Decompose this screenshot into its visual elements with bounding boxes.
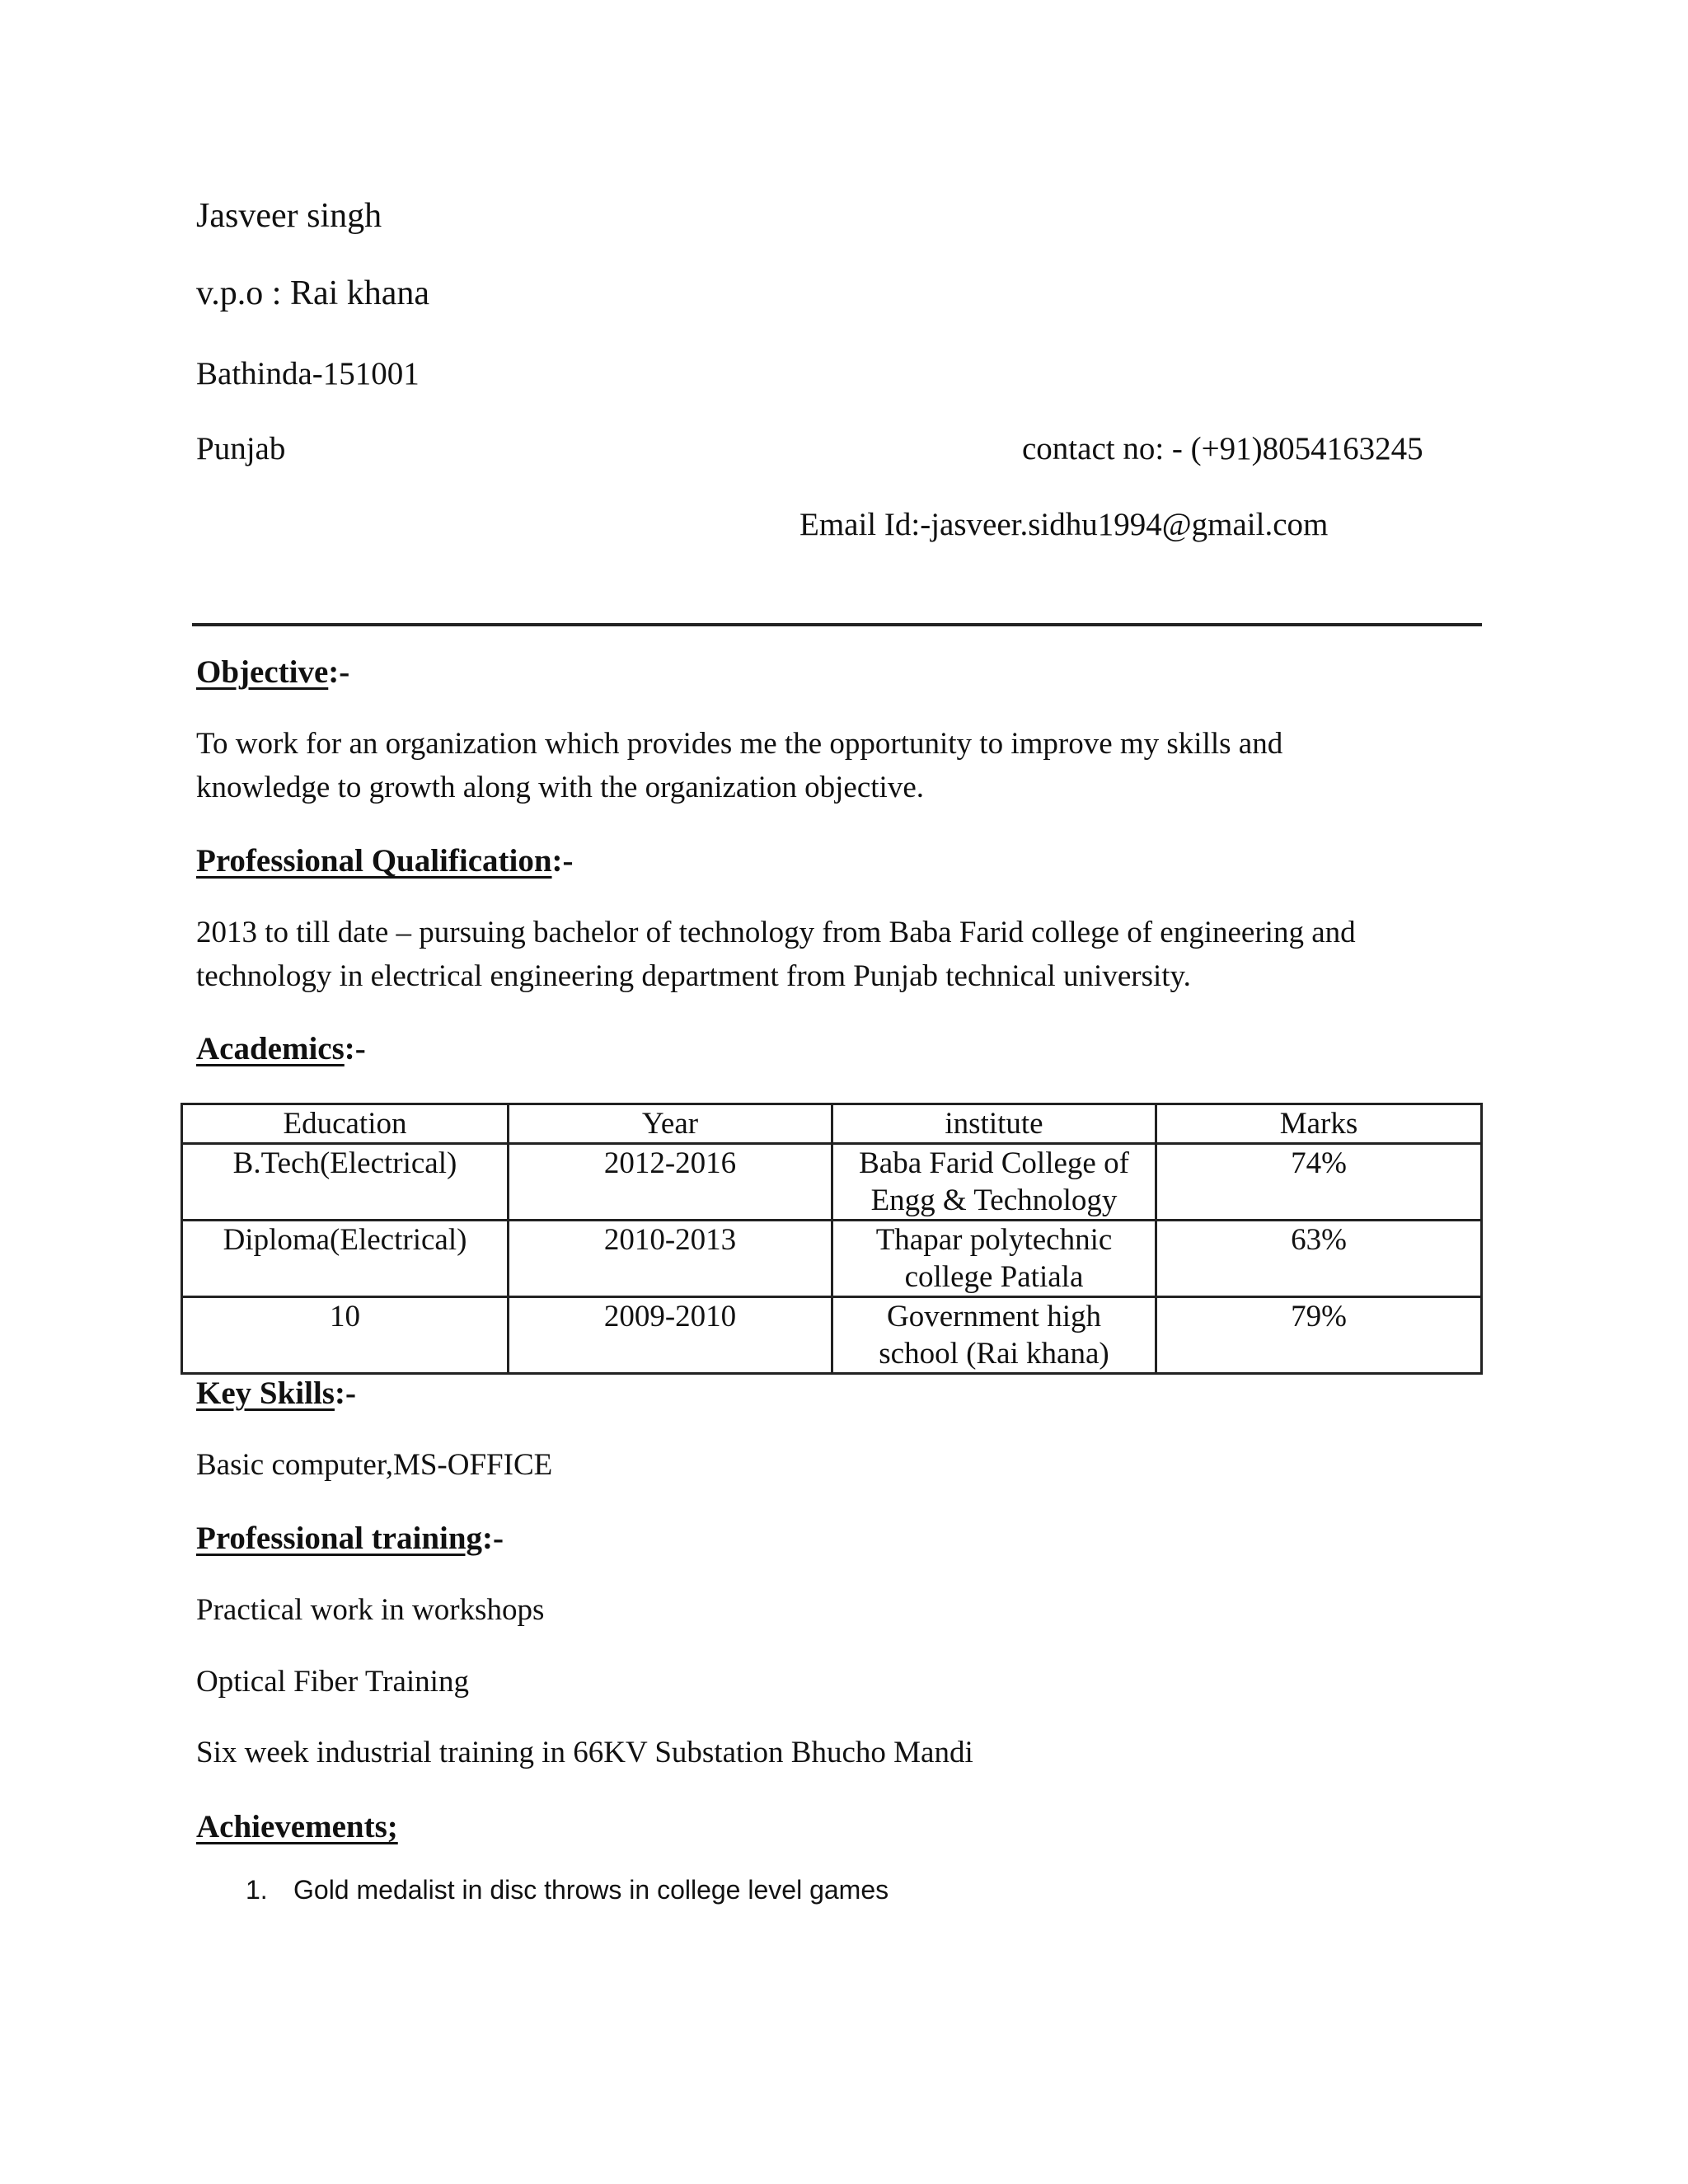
- objective-line-1: To work for an organization which provides me the opportunity to improve my skills and: [196, 727, 1283, 761]
- training-heading-text: Professional training: [196, 1521, 483, 1556]
- achievements-heading: [196, 1808, 398, 1845]
- header-divider: [192, 623, 1482, 626]
- qualification-heading: [196, 842, 574, 879]
- table-row: [182, 1221, 1482, 1297]
- institute-cell: [832, 1221, 1156, 1297]
- academics-heading-text: Academics: [196, 1031, 345, 1066]
- email-address: Email Id:-jasveer.sidhu1994@gmail.com: [799, 507, 1329, 542]
- institute-line-1: Baba Farid College of: [859, 1146, 1129, 1180]
- table-row: [182, 1297, 1482, 1374]
- marks-cell: 63%: [1156, 1221, 1482, 1297]
- training-heading: [196, 1520, 504, 1557]
- candidate-name: Jasveer singh: [196, 197, 382, 235]
- institute-line-2: Engg & Technology: [870, 1183, 1118, 1217]
- qualification-line-1: 2013 to till date – pursuing bachelor of technology from Baba Farid college of engineering and: [196, 916, 1356, 949]
- table-row: [182, 1144, 1482, 1221]
- year-cell: 2010-2013: [509, 1221, 832, 1297]
- skills-heading: [196, 1375, 356, 1412]
- achievements-heading-text: Achievements;: [196, 1809, 398, 1844]
- marks-cell: 74%: [1156, 1144, 1482, 1221]
- achievement-item: Gold medalist in disc throws in college level games: [293, 1875, 889, 1905]
- qualification-line-2: technology in electrical engineering department from Punjab technical university.: [196, 959, 1191, 993]
- institute-cell: [832, 1144, 1156, 1221]
- qualification-heading-suffix: :-: [551, 843, 574, 879]
- objective-line-2: knowledge to growth along with the organization objective.: [196, 771, 924, 804]
- skills-heading-text: Key Skills: [196, 1376, 335, 1411]
- skills-heading-suffix: :-: [334, 1376, 356, 1411]
- institute-line-2: college Patiala: [904, 1260, 1084, 1294]
- skills-text: Basic computer,MS-OFFICE: [196, 1448, 553, 1482]
- year-cell: 2012-2016: [509, 1144, 832, 1221]
- address-line-1: v.p.o : Rai khana: [196, 274, 430, 312]
- column-header-year: Year: [509, 1104, 832, 1144]
- training-item: Practical work in workshops: [196, 1593, 545, 1627]
- objective-heading-text: Objective: [196, 654, 329, 690]
- achievement-number: 1.: [246, 1875, 268, 1905]
- qualification-heading-text: Professional Qualification: [196, 843, 552, 879]
- academics-table: [181, 1103, 1483, 1375]
- institute-line-1: Government high: [887, 1300, 1101, 1333]
- column-header-institute: institute: [832, 1104, 1156, 1144]
- institute-line-1: Thapar polytechnic: [875, 1223, 1113, 1257]
- marks-cell: 79%: [1156, 1297, 1482, 1374]
- institute-cell: [832, 1297, 1156, 1374]
- training-heading-suffix: :-: [482, 1521, 504, 1556]
- objective-heading: [196, 654, 349, 691]
- academics-heading-suffix: :-: [344, 1031, 366, 1066]
- academics-heading: [196, 1030, 366, 1067]
- training-item: Optical Fiber Training: [196, 1665, 469, 1699]
- education-cell: B.Tech(Electrical): [182, 1144, 509, 1221]
- column-header-marks: Marks: [1156, 1104, 1482, 1144]
- academics-header-row: [182, 1104, 1482, 1144]
- education-cell: 10: [182, 1297, 509, 1374]
- column-header-education: Education: [182, 1104, 509, 1144]
- objective-heading-suffix: :-: [328, 654, 350, 690]
- institute-line-2: school (Rai khana): [879, 1337, 1109, 1371]
- address-state: Punjab: [196, 431, 286, 466]
- year-cell: 2009-2010: [509, 1297, 832, 1374]
- education-cell: Diploma(Electrical): [182, 1221, 509, 1297]
- training-item: Six week industrial training in 66KV Substation Bhucho Mandi: [196, 1736, 973, 1769]
- contact-number: contact no: - (+91)8054163245: [1022, 431, 1423, 466]
- address-line-2: Bathinda-151001: [196, 356, 420, 391]
